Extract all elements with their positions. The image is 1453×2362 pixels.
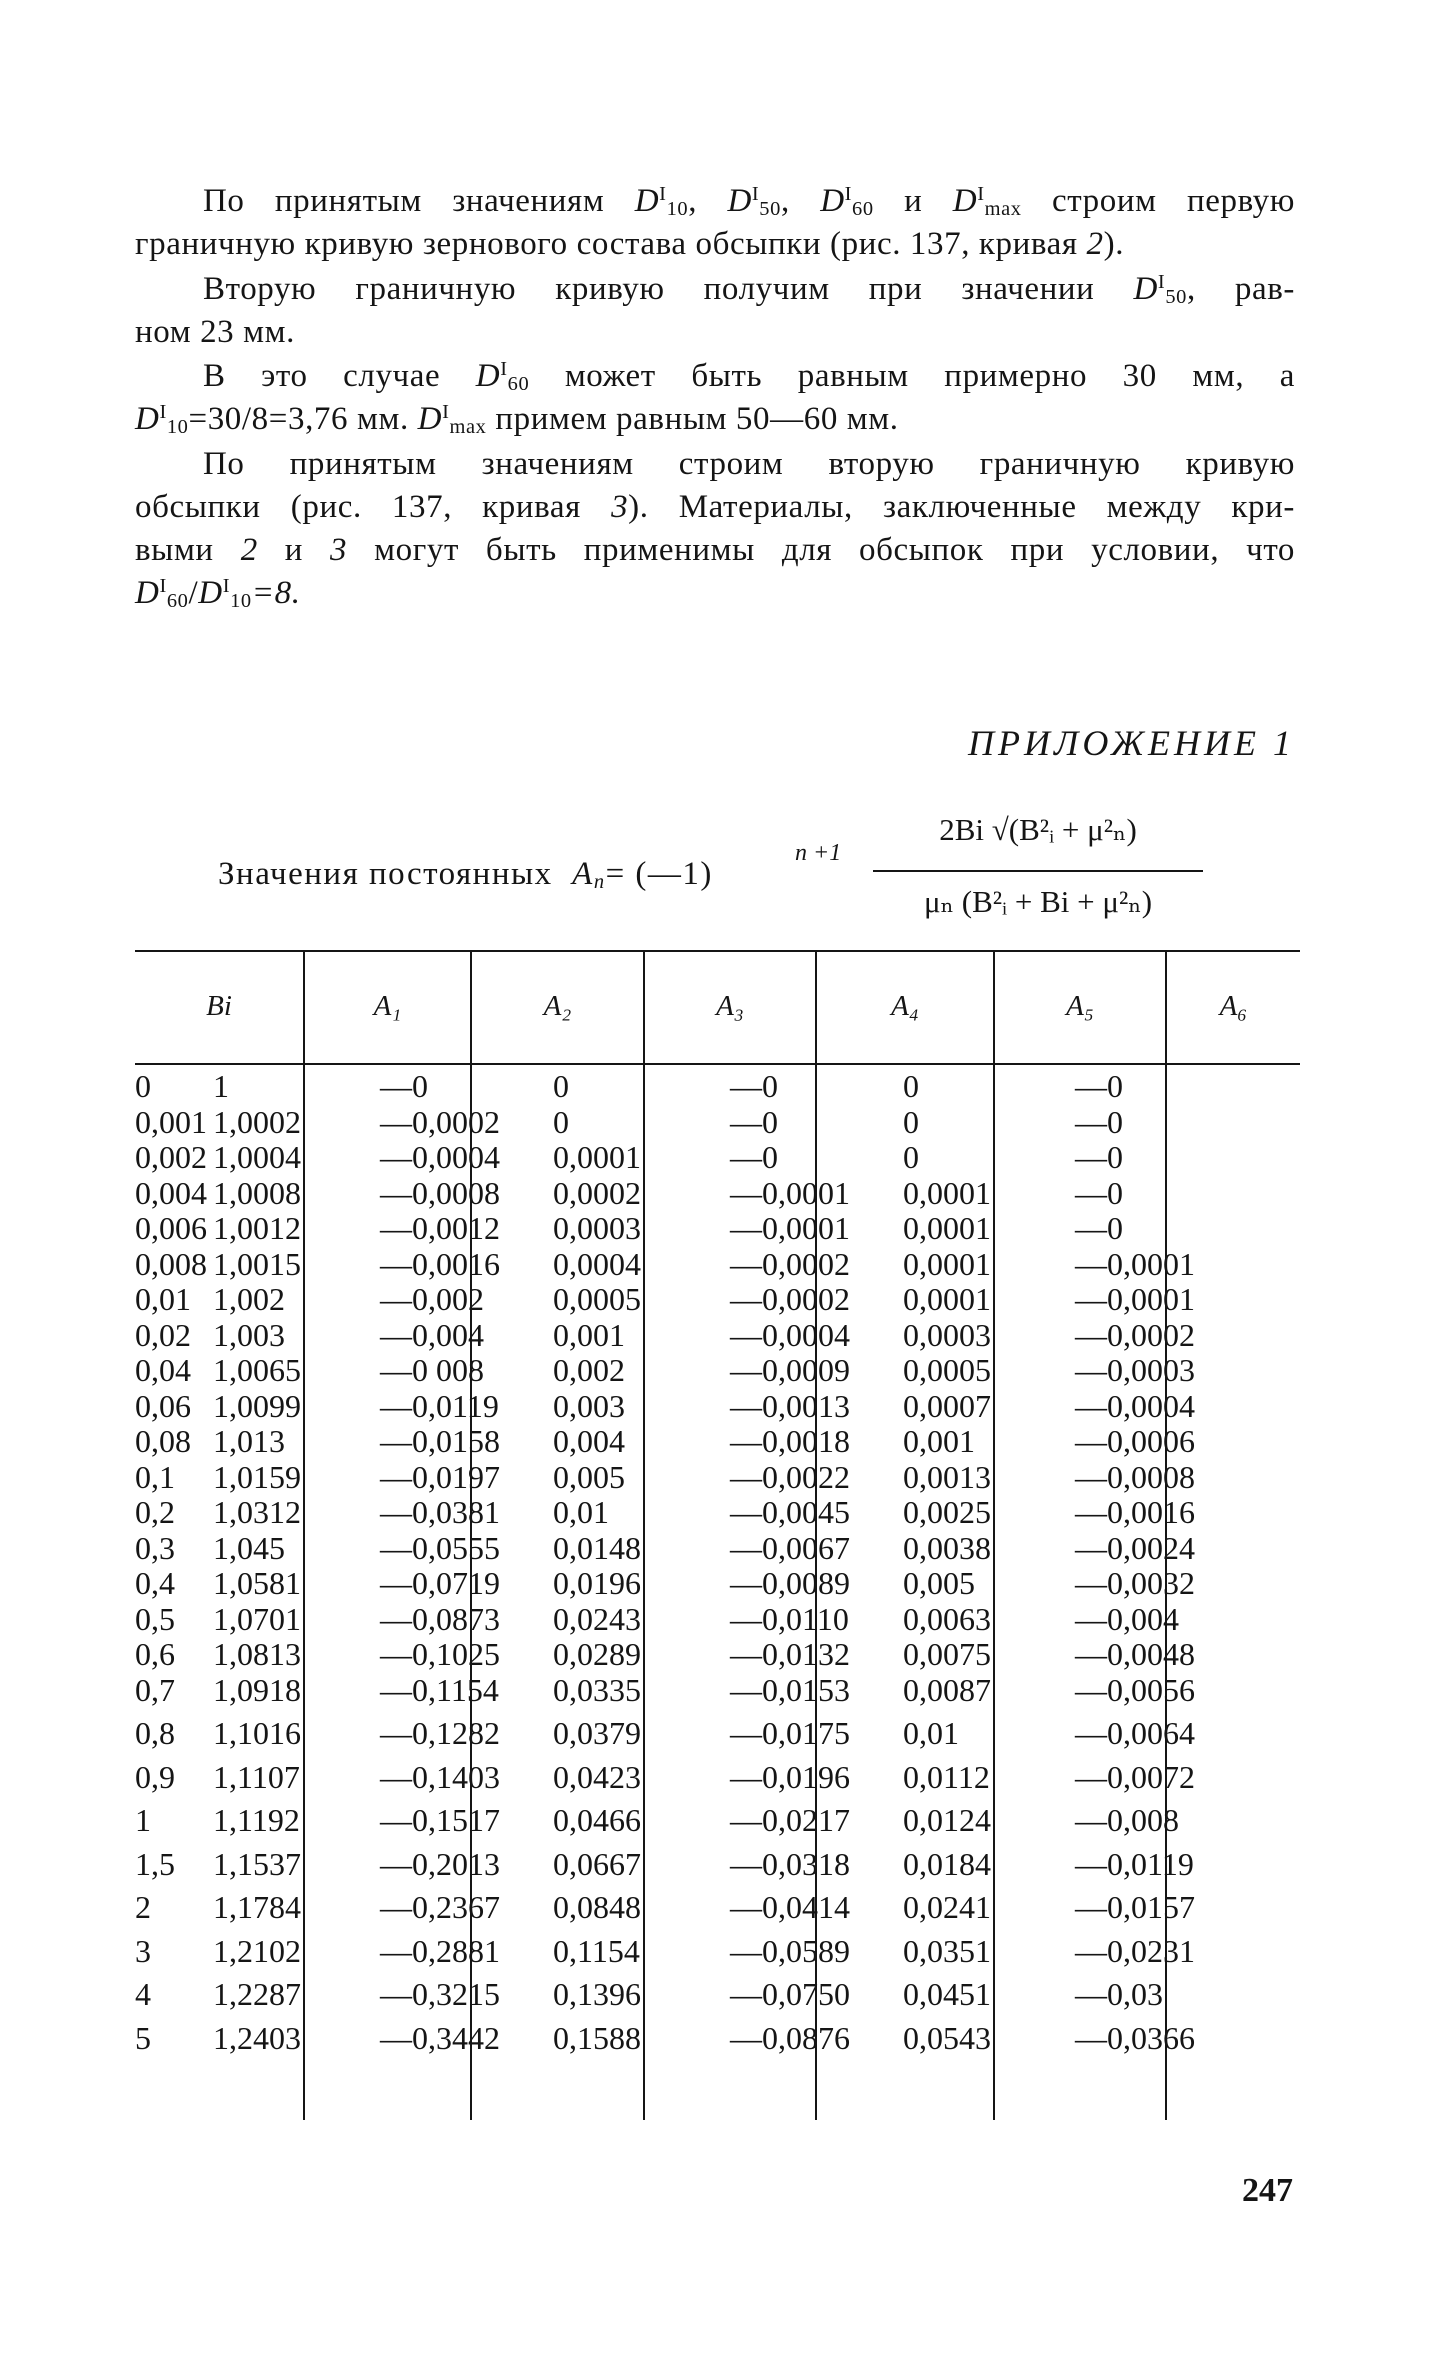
table-cell: 0,9	[135, 1758, 175, 1795]
paragraph-1	[135, 180, 1295, 266]
table-cell: 1,5	[135, 1845, 175, 1882]
table-cell: —0,0002	[380, 1103, 500, 1140]
table-cell: 0	[903, 1139, 919, 1175]
table-cell: 0,1154	[553, 1932, 640, 1969]
table-cell: —0	[380, 1068, 428, 1104]
table-cell: —0,0119	[380, 1387, 499, 1424]
table-cell: —0,0032	[1075, 1565, 1195, 1601]
table-cell: —0	[1075, 1174, 1123, 1211]
table-cell: 0,006	[135, 1210, 207, 1246]
table-cell: —0,0873	[380, 1600, 500, 1637]
table-cell: —0	[1075, 1068, 1123, 1104]
table-cell: 1,2287	[213, 1976, 301, 2012]
table-cell: —0	[1075, 1139, 1123, 1175]
table-cell: 1,0012	[213, 1210, 301, 1246]
table-cell: —0,008	[1075, 1802, 1179, 1838]
table-cell: 0,0063	[903, 1600, 991, 1637]
table-cell: 0,1396	[553, 1976, 641, 2012]
table-cell: 0,0289	[553, 1636, 641, 1672]
table-cell: 1,1192	[213, 1802, 300, 1838]
table-cell: 0,005	[553, 1458, 625, 1495]
table-cell: 1	[213, 1068, 229, 1104]
table-cell: —0,0056	[1075, 1671, 1195, 1708]
table-cell: 0,001	[903, 1423, 975, 1459]
table-cell: —0,0153	[730, 1671, 850, 1708]
table-cell: —0,0067	[730, 1529, 850, 1566]
table-cell: 4	[135, 1976, 151, 2012]
table-cell: 0	[553, 1103, 569, 1140]
table-cell: 5	[135, 2019, 151, 2056]
table-cell: 0,0001	[903, 1210, 991, 1246]
table-cell: —0,1025	[380, 1636, 500, 1672]
table-cell: 0,0002	[553, 1174, 641, 1211]
table-cell: —0,0006	[1075, 1423, 1195, 1459]
table-cell: 0,0667	[553, 1845, 641, 1882]
table-cell: 1,0015	[213, 1245, 301, 1282]
table-cell: 0,0013	[903, 1458, 991, 1495]
table-cell: 0,004	[553, 1423, 625, 1459]
table-cell: —0,0004	[730, 1316, 850, 1353]
table-cell: 0,06	[135, 1387, 191, 1424]
table-cell: —0,1282	[380, 1715, 500, 1751]
table-cell: —0,0048	[1075, 1636, 1195, 1672]
table-cell: —0,0072	[1075, 1758, 1195, 1795]
table-cell: 1,0312	[213, 1494, 301, 1530]
table-cell: —0	[730, 1068, 778, 1104]
paragraph-1-line-2: граничную кривую зернового состава обсыпки (рис. 137, кривая 2).	[135, 226, 1125, 262]
table-cell: —0,0132	[730, 1636, 850, 1672]
table-cell: 0,0003	[553, 1210, 641, 1246]
table-cell: 0,02	[135, 1316, 191, 1353]
table-cell: 2	[135, 1889, 151, 1925]
table-cell: 0,4	[135, 1565, 175, 1601]
table-cell: 0,0004	[553, 1245, 641, 1282]
table-cell: —0,0231	[1075, 1932, 1195, 1969]
column-header-1: A₁	[373, 989, 402, 1022]
table-cell: 0,005	[903, 1565, 975, 1601]
table-cell: —0,0012	[380, 1210, 500, 1246]
table-cell: 1,2102	[213, 1932, 301, 1969]
table-cell: 1,0918	[213, 1671, 301, 1708]
table-cell: 0,0379	[553, 1715, 641, 1751]
table-cell: —0,2367	[380, 1889, 500, 1925]
table-cell: 0,1588	[553, 2019, 641, 2056]
table-cell: —0,0013	[730, 1387, 850, 1424]
table-cell: —0,0089	[730, 1565, 850, 1601]
page-number: 247	[1242, 2172, 1293, 2209]
table-cell: —0,0001	[1075, 1281, 1195, 1317]
paragraph-2-line-2: ном 23 мм.	[135, 314, 295, 350]
table-cell: —0,0004	[1075, 1387, 1195, 1424]
table-cell: 0,3	[135, 1529, 175, 1566]
table-cell: —0,03	[1075, 1976, 1163, 2012]
table-cell: —0,0719	[380, 1565, 500, 1601]
table-cell: 1,1107	[213, 1758, 300, 1795]
paragraph-3	[135, 355, 1295, 441]
table-cell: —0,0197	[380, 1458, 500, 1495]
table-cell: 0	[135, 1068, 151, 1104]
table-cell: 1,1016	[213, 1715, 301, 1751]
table-cell: 1,0701	[213, 1600, 301, 1637]
column-header-3: A₃	[716, 989, 744, 1022]
column-separator	[303, 950, 305, 2120]
table-cell: 0,2	[135, 1494, 175, 1530]
table-cell: 0,01	[903, 1715, 959, 1751]
table-cell: —0,0217	[730, 1802, 850, 1838]
table-cell: —0	[1075, 1103, 1123, 1140]
table-cell: 0,003	[553, 1387, 625, 1424]
table-cell: —0,0119	[1075, 1845, 1194, 1882]
table-cell: 0,0112	[903, 1758, 990, 1795]
table-cell: —0,0158	[380, 1423, 500, 1459]
formula-numerator: 2Bi √(B²ᵢ + μ²ₙ)	[939, 812, 1137, 847]
column-separator	[643, 950, 645, 2120]
table-cell: 0,6	[135, 1636, 175, 1672]
table-cell: —0,0002	[1075, 1316, 1195, 1353]
paragraph-4-line-4: $D^I_{60}/D^I_{10}=8$.	[135, 574, 301, 613]
table-cell: —0	[730, 1103, 778, 1140]
table-cell: 0,002	[135, 1139, 207, 1175]
paragraph-2	[135, 268, 1295, 354]
table-cell: 0,0196	[553, 1565, 641, 1601]
table-cell: 0,0848	[553, 1889, 641, 1925]
paragraph-4-line-2: обсыпки (рис. 137, кривая 3). Материалы, заключенные между кри-	[135, 489, 1295, 525]
table-cell: 1	[135, 1802, 151, 1838]
table-cell: 0,01	[135, 1281, 191, 1317]
table-cell: 0,0007	[903, 1387, 991, 1424]
table-cell: —0,3215	[380, 1976, 500, 2012]
table-cell: 0,001	[553, 1316, 625, 1353]
table-cell: —0,0022	[730, 1458, 850, 1495]
table-cell: 0,04	[135, 1352, 191, 1388]
table-cell: 0,0005	[553, 1281, 641, 1317]
table-cell: —0,0381	[380, 1494, 500, 1530]
column-header-4: A₄	[891, 989, 919, 1022]
table-cell: —0,1517	[380, 1802, 500, 1838]
table-cell: —0,0414	[730, 1889, 850, 1925]
table-cell: —0,1154	[380, 1671, 499, 1708]
table-cell: 1,1784	[213, 1889, 301, 1925]
table-cell: —0,004	[1075, 1600, 1179, 1637]
table-cell: 0,004	[135, 1174, 207, 1211]
formula-exponent: n +1	[795, 840, 842, 866]
table-cell: 1,2403	[213, 2019, 301, 2056]
table-cell: —0,004	[380, 1316, 484, 1353]
table-cell: 0,0451	[903, 1976, 991, 2012]
table-cell: 0,8	[135, 1715, 175, 1751]
table-cell: 0,0001	[903, 1245, 991, 1282]
paragraph-3-line-2: $D^I_{10}=30/8=3,76$ мм. $D^I_{max}$ примем равным 50—60 мм.	[135, 400, 899, 439]
table-cell: 0,0423	[553, 1758, 641, 1795]
table-cell: —0,0589	[730, 1932, 850, 1969]
table-cell: 1,0065	[213, 1352, 301, 1388]
table-cell: —0 008	[380, 1352, 484, 1388]
table-cell: —0,002	[380, 1281, 484, 1317]
table-cell: —0,0064	[1075, 1715, 1195, 1751]
table-cell: —0,0175	[730, 1715, 850, 1751]
table-cell: —0,0110	[730, 1600, 849, 1637]
column-header-0: Bi	[206, 989, 232, 1022]
table-cell: 0,0148	[553, 1529, 641, 1566]
table-cell: 1,0813	[213, 1636, 301, 1672]
table-cell: 0,0001	[553, 1139, 641, 1175]
table-cell: 0,0005	[903, 1352, 991, 1388]
table-cell: —0,0004	[380, 1139, 500, 1175]
table-cell: 0,0025	[903, 1494, 991, 1530]
paragraph-2-line-1: Вторую граничную кривую получим при значении $D^I_{50}$, рав-	[203, 270, 1295, 309]
table-cell: 1,0581	[213, 1565, 301, 1601]
table-cell: —0,0024	[1075, 1529, 1195, 1566]
table-cell: —0,0009	[730, 1352, 850, 1388]
column-separator	[993, 950, 995, 2120]
formula	[218, 800, 1218, 940]
table-cell: 1,0159	[213, 1458, 301, 1495]
table-cell: —0,0876	[730, 2019, 850, 2056]
table-cell: —0,3442	[380, 2019, 500, 2056]
table-cell: 1,0002	[213, 1103, 301, 1140]
table-cell: 0,0087	[903, 1671, 991, 1708]
table-cell: —0,0001	[730, 1210, 850, 1246]
table-cell: 0,5	[135, 1600, 175, 1637]
table-cell: —0,0003	[1075, 1352, 1195, 1388]
appendix-title: ПРИЛОЖЕНИЕ 1	[968, 723, 1295, 763]
table-cell: —0,0555	[380, 1529, 500, 1566]
table-cell: —0,0002	[730, 1281, 850, 1317]
table-cell: 0	[903, 1103, 919, 1140]
formula-denominator: μₙ (B²ᵢ + Bi + μ²ₙ)	[923, 884, 1153, 919]
formula-caption: Значения постоянных $A_n=$ (—1)	[218, 856, 713, 894]
table-cell: 0,0001	[903, 1281, 991, 1317]
table-cell: —0,0001	[1075, 1245, 1195, 1282]
table-cell: 0,001	[135, 1103, 207, 1140]
table-cell: 0	[553, 1068, 569, 1104]
table-cell: —0,0750	[730, 1976, 850, 2012]
table-cell: 0,7	[135, 1671, 175, 1708]
table-cell: —0,0001	[730, 1174, 850, 1211]
paragraph-3-line-1: В это случае $D^I_{60}$ может быть равным примерно 30 мм, а	[203, 357, 1295, 396]
table-cell: 0	[903, 1068, 919, 1104]
table-cell: 0,0001	[903, 1174, 991, 1211]
table-cell: 1,002	[213, 1281, 285, 1317]
table-cell: —0,0045	[730, 1494, 850, 1530]
table-cell: 0,002	[553, 1352, 625, 1388]
table-cell: —0,0018	[730, 1423, 850, 1459]
table-cell: 0,0543	[903, 2019, 991, 2056]
table-cell: 1,0099	[213, 1387, 301, 1424]
table-cell: 0,1	[135, 1458, 175, 1495]
table-cell: —0	[1075, 1210, 1123, 1246]
table-cell: —0,0157	[1075, 1889, 1195, 1925]
table-cell: 0,0241	[903, 1889, 991, 1925]
table-cell: —0,2013	[380, 1845, 500, 1882]
table-cell: 0,0075	[903, 1636, 991, 1672]
fraction-bar	[873, 870, 1203, 872]
table-cell: —0,0008	[380, 1174, 500, 1211]
table-cell: 1,003	[213, 1316, 285, 1353]
table-cell: —0,2881	[380, 1932, 500, 1969]
table-cell: 0,01	[553, 1494, 609, 1530]
table-cell: 1,0004	[213, 1139, 301, 1175]
table-cell: 0,0124	[903, 1802, 991, 1838]
table-cell: —0,0002	[730, 1245, 850, 1282]
table-cell: 0,0466	[553, 1802, 641, 1838]
column-header-2: A₂	[543, 989, 572, 1022]
table-cell: —0,0366	[1075, 2019, 1195, 2056]
paragraph-4-line-3: выми 2 и 3 могут быть применимы для обсыпок при условии, что	[135, 532, 1296, 568]
table-cell: 3	[135, 1932, 151, 1969]
table-header-rule	[135, 1063, 1300, 1065]
column-header-6: A₆	[1219, 989, 1248, 1022]
paragraph-4-line-1: По принятым значениям строим вторую граничную кривую	[203, 446, 1295, 482]
column-header-5: A₅	[1066, 989, 1094, 1022]
table-cell: —0	[730, 1139, 778, 1175]
table-cell: 1,045	[213, 1529, 285, 1566]
table-cell: 0,008	[135, 1245, 207, 1282]
table-cell: 0,0351	[903, 1932, 991, 1969]
table-cell: 1,1537	[213, 1845, 301, 1882]
table-cell: —0,1403	[380, 1758, 500, 1795]
paragraph-4	[135, 443, 1295, 615]
table-cell: 0,0335	[553, 1671, 641, 1708]
table-cell: —0,0016	[1075, 1494, 1195, 1530]
table-cell: —0,0318	[730, 1845, 850, 1882]
table-cell: —0,0196	[730, 1758, 850, 1795]
paragraph-1-line-1: По принятым значениям $D^I_{10}$, $D^I_{50}$, $D^I_{60}$ и $D^I_{max}$ строим первую	[203, 182, 1296, 221]
table-cell: 1,0008	[213, 1174, 301, 1211]
table-cell: 0,08	[135, 1423, 191, 1459]
table-cell: —0,0008	[1075, 1458, 1195, 1495]
table-cell: 0,0243	[553, 1600, 641, 1637]
table-cell: —0,0016	[380, 1245, 500, 1282]
table-cell: 0,0003	[903, 1316, 991, 1353]
table-cell: 0,0184	[903, 1845, 991, 1882]
table-cell: 1,013	[213, 1423, 285, 1459]
table-cell: 0,0038	[903, 1529, 991, 1566]
